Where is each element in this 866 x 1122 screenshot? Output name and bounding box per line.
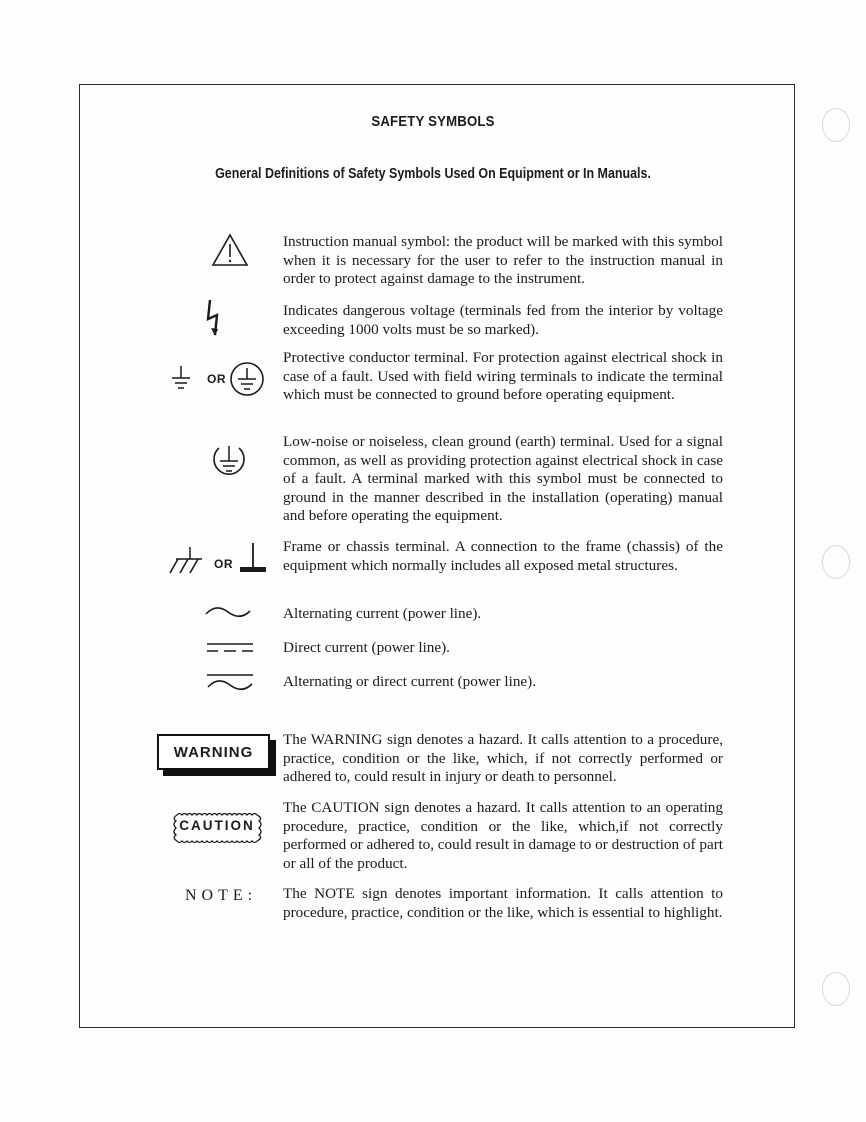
ac-icon <box>204 604 252 620</box>
page-title: SAFETY SYMBOLS <box>371 113 495 130</box>
caution-sign: CAUTION <box>179 818 255 833</box>
binder-hole <box>822 108 850 142</box>
definition-ac-dc: Alternating or direct current (power line). <box>283 673 537 690</box>
chassis-terminal-icon <box>238 541 268 575</box>
lightning-bolt-icon <box>203 297 225 339</box>
clean-ground-icon <box>209 442 249 480</box>
definition-protective-conductor: Protective conductor terminal. For protection against electrical shock in case of a fault. Used with field wiring terminals to indicate the terminal which must be connected to ground before operating equipment. <box>283 349 723 404</box>
protective-ground-icon <box>228 360 266 398</box>
page-subtitle: General Definitions of Safety Symbols Used On Equipment or In Manuals. <box>215 166 651 182</box>
ground-icon <box>170 364 192 392</box>
or-label: OR <box>207 372 226 386</box>
warning-description: The WARNING sign denotes a hazard. It calls attention to a procedure, practice, condition or the like, which, if not correctly performed or adhered to, could result in injury or death to personnel. <box>283 731 723 786</box>
definition-dc: Direct current (power line). <box>283 639 450 656</box>
definition-dangerous-voltage: Indicates dangerous voltage (terminals fed from the interior by voltage exceeding 1000 volts must be so marked). <box>283 302 723 338</box>
warning-sign: WARNING <box>157 734 270 770</box>
binder-hole <box>822 972 850 1006</box>
warning-triangle-icon <box>210 232 250 268</box>
definition-clean-ground: Low-noise or noiseless, clean ground (earth) terminal. Used for a signal common, as well as providing protection against electrical shock in case of a fault. A terminal marked with this symbol must be connected to ground in the manner described in the installation (operating) manual and before operating the equipment. <box>283 433 723 525</box>
definition-chassis-terminal: Frame or chassis terminal. A connection to the frame (chassis) of the equipment which normally includes all exposed metal structures. <box>283 538 723 574</box>
or-label: OR <box>214 557 233 571</box>
note-sign: NOTE: <box>185 887 258 904</box>
chassis-ground-icon <box>168 545 208 577</box>
note-description: The NOTE sign denotes important information. It calls attention to procedure, practice, condition or the like, which is essential to highlight. <box>283 885 723 921</box>
binder-hole <box>822 545 850 579</box>
definition-instruction-manual: Instruction manual symbol: the product will be marked with this symbol when it is necessary for the user to refer to the instruction manual in order to protect against damage to the instrument. <box>283 233 723 288</box>
ac-dc-icon <box>206 672 254 692</box>
caution-description: The CAUTION sign denotes a hazard. It calls attention to an operating procedure, practice, condition or the like, which,if not correctly performed or adhered to, could result in damage to or destruction of part or all of the product. <box>283 799 723 872</box>
definition-ac: Alternating current (power line). <box>283 605 482 622</box>
dc-icon <box>206 640 254 656</box>
